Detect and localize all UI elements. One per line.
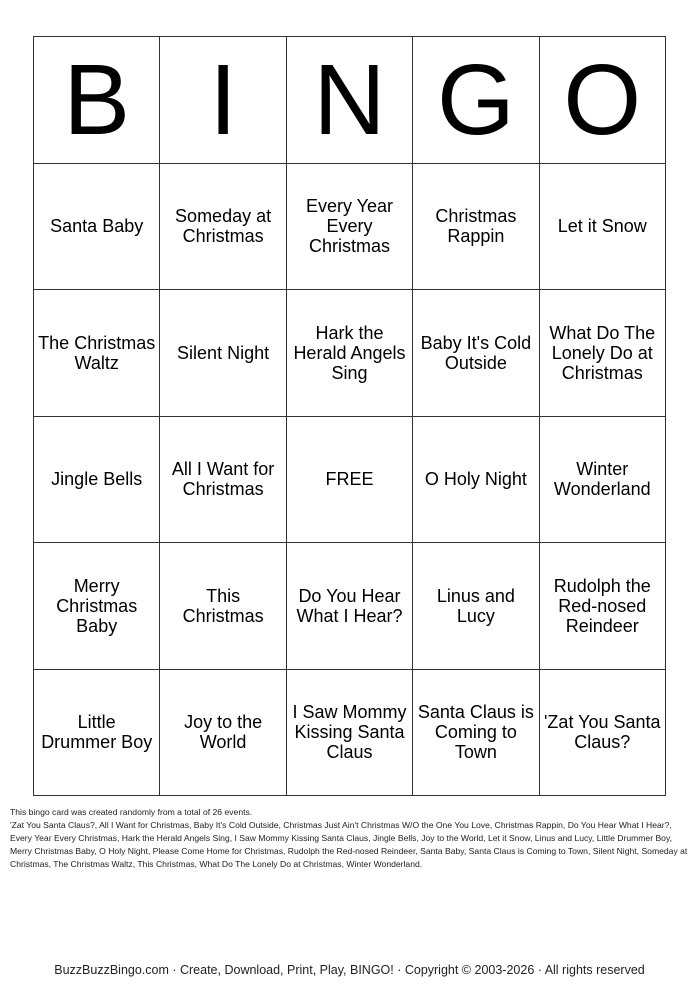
grid-cell: Let it Snow — [539, 163, 665, 290]
grid-row-2 — [34, 290, 666, 417]
grid-cell: 'Zat You Santa Claus? — [539, 669, 665, 796]
grid-cell: Merry Christmas Baby — [34, 543, 160, 670]
grid-row-3 — [34, 416, 666, 543]
page-footer: BuzzBuzzBingo.com · Create, Download, Print, Play, BINGO! · Copyright © 2003-2026 · All rights reserved — [54, 963, 645, 977]
grid-cell: Joy to the World — [160, 669, 286, 796]
grid-cell: Linus and Lucy — [413, 543, 539, 670]
grid-cell: What Do The Lonely Do at Christmas — [539, 290, 665, 417]
grid-cell: Winter Wonderland — [539, 416, 665, 543]
header-letter-b: B — [34, 37, 160, 164]
grid-cell: Hark the Herald Angels Sing — [286, 290, 412, 417]
notes-intro: This bingo card was created randomly from a total of 26 events. — [10, 807, 253, 817]
grid-cell: O Holy Night — [413, 416, 539, 543]
grid-cell: Do You Hear What I Hear? — [286, 543, 412, 670]
bingo-card — [33, 36, 666, 796]
grid-cell: Rudolph the Red-nosed Reindeer — [539, 543, 665, 670]
grid-cell: Christmas Rappin — [413, 163, 539, 290]
grid-cell: Santa Claus is Coming to Town — [413, 669, 539, 796]
grid-cell: The Christmas Waltz — [34, 290, 160, 417]
header-letter-n: N — [286, 37, 412, 164]
grid-cell: Little Drummer Boy — [34, 669, 160, 796]
grid-cell: Silent Night — [160, 290, 286, 417]
grid-row-4 — [34, 543, 666, 670]
free-space-cell: FREE — [286, 416, 412, 543]
grid-cell: I Saw Mommy Kissing Santa Claus — [286, 669, 412, 796]
grid-cell: Someday at Christmas — [160, 163, 286, 290]
header-row — [34, 37, 666, 164]
notes-event-list: 'Zat You Santa Claus?, All I Want for Christmas, Baby It's Cold Outside, Christmas Just Ain't Christmas W/O the One You Love, Christmas Rappin, Do You Hear What I Hear?, Every Year Every Christmas, Hark the Herald Angels Sing, I Saw Mommy Kissing Santa Claus, Jingle Bells, Joy to the World, Let it Snow, Linus and Lucy, Little Drummer Boy, Merry Christmas Baby, O Holy Night, Please Come Home for Christmas, Rudolph the Red-nosed Reindeer, Santa Baby, Santa Claus is Coming to Town, Silent Night, Someday at Christmas, The Christmas Waltz, This Christmas, What Do The Lonely Do at Christmas, Winter Wonderland. — [10, 820, 688, 869]
header-letter-o: O — [539, 37, 665, 164]
grid-row-5 — [34, 669, 666, 796]
grid-cell: This Christmas — [160, 543, 286, 670]
grid-cell: Baby It's Cold Outside — [413, 290, 539, 417]
grid-cell: Santa Baby — [34, 163, 160, 290]
grid-cell: All I Want for Christmas — [160, 416, 286, 543]
header-letter-g: G — [413, 37, 539, 164]
card-notes — [10, 806, 690, 871]
grid-cell: Every Year Every Christmas — [286, 163, 412, 290]
grid-row-1 — [34, 163, 666, 290]
header-letter-i: I — [160, 37, 286, 164]
grid-cell: Jingle Bells — [34, 416, 160, 543]
